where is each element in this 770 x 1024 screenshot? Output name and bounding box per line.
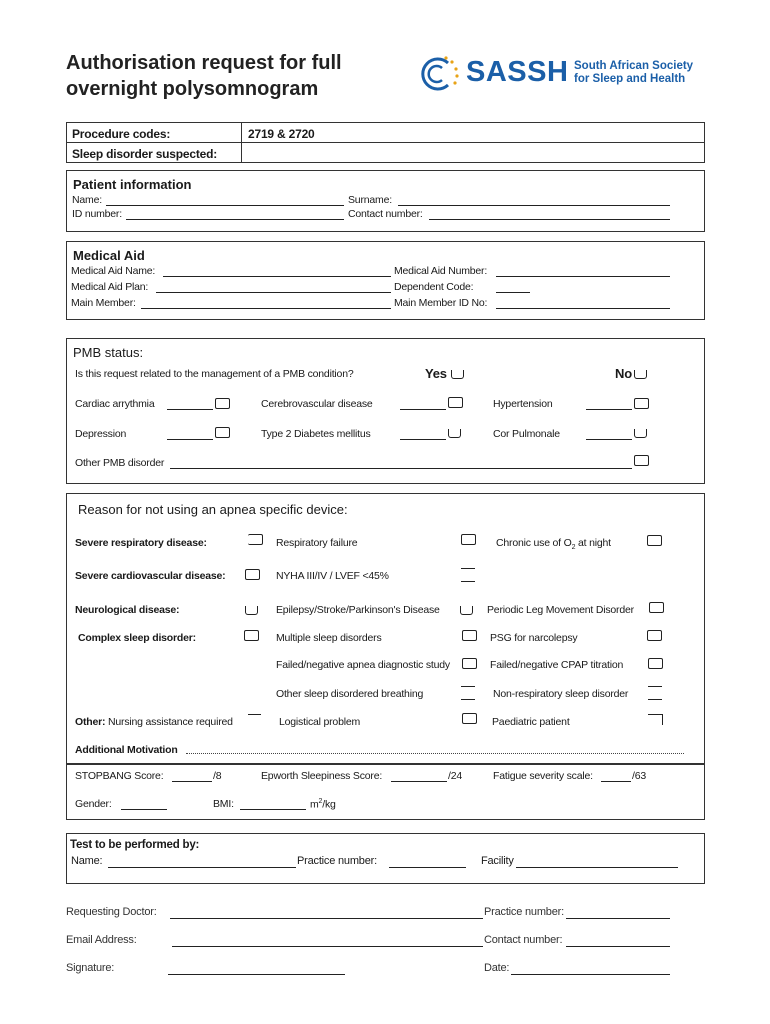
epilepsy-checkbox[interactable] (460, 606, 473, 615)
sassh-logo-icon (414, 53, 462, 95)
requesting-doctor-field[interactable] (170, 918, 483, 919)
cardio-checkbox[interactable] (245, 569, 260, 580)
fatigue-label: Fatigue severity scale: (493, 770, 593, 782)
patient-contact-label: Contact number: (348, 208, 423, 220)
page-title: Authorisation request for full overnight polysomnogram (66, 52, 342, 100)
nyha-checkbox[interactable] (461, 568, 475, 582)
neuro-label: Neurological disease: (75, 604, 180, 616)
resp-label: Severe respiratory disease: (75, 537, 207, 549)
medical-aid-name-label: Medical Aid Name: (71, 265, 156, 277)
paediatric-checkbox[interactable] (648, 714, 663, 725)
failed-cpap-label: Failed/negative CPAP titration (490, 659, 624, 671)
main-member-field[interactable] (141, 308, 391, 309)
failed-cpap-checkbox[interactable] (648, 658, 663, 669)
logo-name: SASSH (466, 56, 569, 88)
other-pmb-field[interactable] (170, 468, 632, 469)
fatigue-max: /63 (632, 770, 646, 782)
patient-info-heading: Patient information (73, 177, 192, 192)
cardiac-label: Cardiac arrythmia (75, 398, 155, 410)
other-breathing-label: Other sleep disordered breathing (276, 688, 424, 700)
footer-contact-field[interactable] (566, 946, 670, 947)
patient-name-label: Name: (72, 194, 102, 206)
cardio-label: Severe cardiovascular disease: (75, 570, 226, 582)
psg-checkbox[interactable] (647, 630, 662, 641)
non-resp-label: Non-respiratory sleep disorder (493, 688, 629, 700)
failed-apnea-label: Failed/negative apnea diagnostic study (276, 659, 450, 671)
date-label: Date: (484, 962, 510, 974)
main-member-label: Main Member: (71, 297, 136, 309)
hypertension-checkbox[interactable] (634, 398, 649, 409)
plmd-checkbox[interactable] (649, 602, 664, 613)
logo-subtitle: South African Society for Sleep and Health (574, 60, 694, 85)
hypertension-label: Hypertension (493, 398, 553, 410)
gender-field[interactable] (121, 809, 167, 810)
complex-label: Complex sleep disorder: (78, 632, 196, 644)
motivation-field[interactable] (186, 753, 684, 754)
patient-name-field[interactable] (106, 205, 344, 206)
cerebro-checkbox[interactable] (448, 397, 463, 408)
test-practice-label: Practice number: (297, 855, 377, 867)
depression-checkbox[interactable] (215, 427, 230, 438)
medical-aid-name-field[interactable] (163, 276, 391, 277)
multiple-checkbox[interactable] (462, 630, 477, 641)
failed-apnea-checkbox[interactable] (462, 658, 477, 669)
patient-surname-label: Surname: (348, 194, 392, 206)
patient-id-field[interactable] (126, 219, 344, 220)
motivation-label: Additional Motivation (75, 744, 178, 756)
psg-label: PSG for narcolepsy (490, 632, 578, 644)
epworth-label: Epworth Sleepiness Score: (261, 770, 383, 782)
dependent-code-field[interactable] (496, 292, 530, 293)
medical-aid-number-field[interactable] (496, 276, 670, 277)
pmb-no-label: No (615, 366, 632, 381)
reason-heading: Reason for not using an apnea specific device: (78, 502, 348, 517)
neuro-checkbox[interactable] (245, 606, 258, 615)
procedure-codes-value: 2719 & 2720 (248, 127, 315, 141)
other-reason-row: Other: Nursing assistance required (75, 716, 233, 728)
sleep-disorder-label: Sleep disorder suspected: (72, 147, 218, 161)
chronic-o2-checkbox[interactable] (647, 535, 662, 546)
requesting-doctor-label: Requesting Doctor: (66, 906, 157, 918)
stopbang-max: /8 (213, 770, 222, 782)
diabetes-label: Type 2 Diabetes mellitus (261, 428, 371, 440)
epworth-field[interactable] (391, 781, 447, 782)
test-name-field[interactable] (108, 867, 296, 868)
logistical-checkbox[interactable] (462, 713, 477, 724)
patient-id-label: ID number: (72, 208, 122, 220)
epilepsy-label: Epilepsy/Stroke/Parkinson's Disease (276, 604, 440, 616)
medical-aid-number-label: Medical Aid Number: (394, 265, 488, 277)
stopbang-label: STOPBANG Score: (75, 770, 164, 782)
pmb-no-checkbox[interactable] (634, 370, 647, 379)
signature-field[interactable] (168, 974, 345, 975)
pmb-yes-label: Yes (425, 366, 447, 381)
paediatric-label: Paediatric patient (492, 716, 570, 728)
test-facility-field[interactable] (516, 867, 678, 868)
email-field[interactable] (172, 946, 483, 947)
main-member-id-field[interactable] (496, 308, 670, 309)
pmb-yes-checkbox[interactable] (451, 370, 464, 379)
multiple-label: Multiple sleep disorders (276, 632, 382, 644)
pmb-heading: PMB status: (73, 345, 144, 360)
test-practice-field[interactable] (389, 867, 466, 868)
fatigue-field[interactable] (601, 781, 631, 782)
patient-contact-field[interactable] (429, 219, 670, 220)
footer-practice-label: Practice number: (484, 906, 564, 918)
bmi-field[interactable] (240, 809, 306, 810)
other-pmb-label: Other PMB disorder (75, 457, 165, 469)
medical-aid-plan-label: Medical Aid Plan: (71, 281, 149, 293)
medical-aid-plan-field[interactable] (156, 292, 391, 293)
bmi-label: BMI: (213, 798, 234, 810)
email-label: Email Address: (66, 934, 137, 946)
resp-failure-label: Respiratory failure (276, 537, 358, 549)
chronic-o2-label: Chronic use of $O_2$ at night (496, 537, 611, 552)
test-heading: Test to be performed by: (70, 839, 200, 851)
resp-failure-checkbox[interactable] (461, 534, 476, 545)
logistical-label: Logistical problem (279, 716, 361, 728)
cardiac-checkbox[interactable] (215, 398, 230, 409)
patient-surname-field[interactable] (398, 205, 670, 206)
bmi-unit: $m^2/kg$ (310, 798, 336, 811)
cerebro-label: Cerebrovascular disease (261, 398, 373, 410)
dependent-code-label: Dependent Code: (394, 281, 474, 293)
other-pmb-checkbox[interactable] (634, 455, 649, 466)
main-member-id-label: Main Member ID No: (394, 297, 488, 309)
sleep-disorder-field[interactable] (244, 144, 702, 161)
nyha-label: NYHA III/IV / LVEF <45% (276, 570, 389, 582)
non-resp-checkbox[interactable] (648, 686, 662, 700)
nursing-checkbox[interactable] (248, 714, 261, 721)
complex-checkbox[interactable] (244, 630, 259, 641)
cor-pulmonale-checkbox[interactable] (634, 429, 647, 438)
date-field[interactable] (511, 974, 670, 975)
pmb-question: Is this request related to the management of a PMB condition? (75, 368, 354, 380)
procedure-codes-label: Procedure codes: (72, 127, 171, 141)
depression-label: Depression (75, 428, 127, 440)
test-facility-label: Facility (481, 855, 514, 867)
plmd-label: Periodic Leg Movement Disorder (487, 604, 634, 616)
resp-checkbox[interactable] (248, 534, 263, 545)
signature-label: Signature: (66, 962, 115, 974)
test-name-label: Name: (71, 855, 103, 867)
stopbang-field[interactable] (172, 781, 212, 782)
footer-practice-field[interactable] (566, 918, 670, 919)
diabetes-checkbox[interactable] (448, 429, 461, 438)
epworth-max: /24 (448, 770, 462, 782)
gender-label: Gender: (75, 798, 112, 810)
footer-contact-label: Contact number: (484, 934, 563, 946)
cor-pulmonale-label: Cor Pulmonale (493, 428, 560, 440)
medical-aid-heading: Medical Aid (73, 248, 145, 263)
other-breathing-checkbox[interactable] (461, 686, 475, 700)
